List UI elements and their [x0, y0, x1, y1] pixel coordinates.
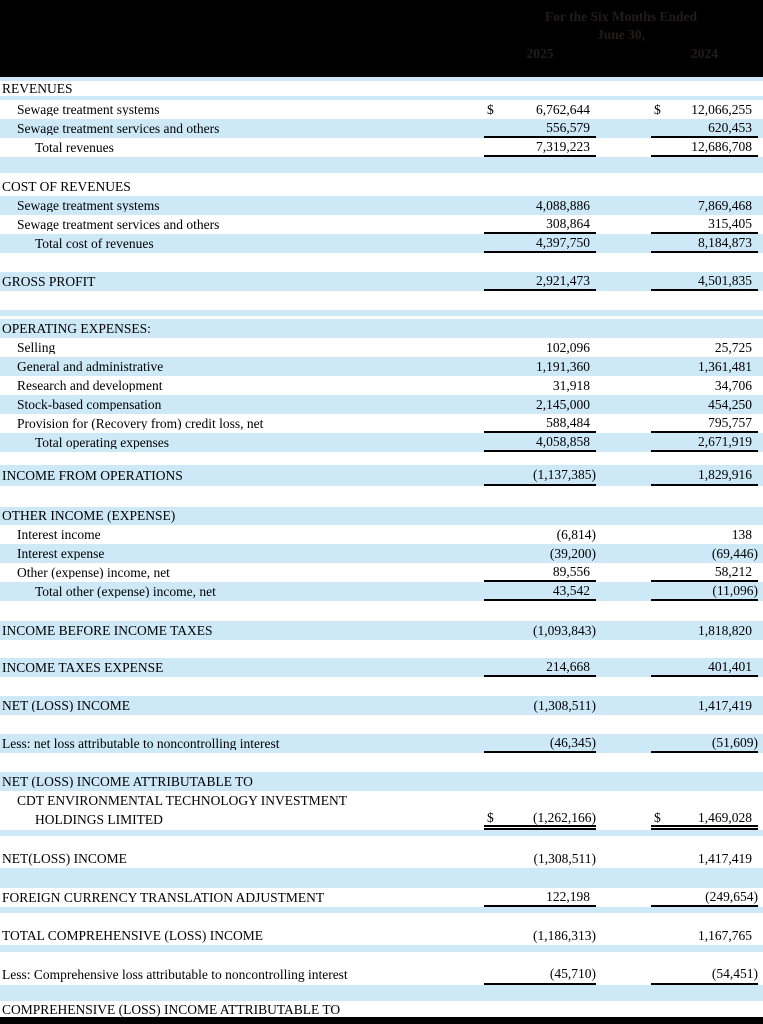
spacer-row [0, 952, 763, 965]
value-text: 4,058,858 [536, 433, 590, 449]
value-text: (6,814) [556, 526, 596, 542]
value-2025 [484, 234, 596, 253]
table-row [0, 734, 763, 753]
value-text: (1,137,385) [533, 466, 596, 482]
value-text: 122,198 [546, 888, 590, 904]
value-text: 1,417,419 [698, 697, 752, 713]
value-text: 6,762,644 [536, 101, 590, 117]
dollar-sign: $ [654, 101, 661, 117]
value-2024 [651, 138, 758, 157]
value-2025 [484, 119, 596, 138]
row-label: Total operating expenses [35, 435, 170, 450]
value-2025 [484, 621, 596, 640]
spacer-row [0, 291, 763, 310]
value-2024 [651, 696, 758, 715]
spacer-row [0, 452, 763, 465]
value-2024 [651, 465, 758, 486]
value-2024 [651, 196, 758, 215]
header-year-2024: 2024 [691, 46, 718, 61]
row-label: Total other (expense) income, net [35, 584, 216, 599]
value-2024 [651, 338, 758, 357]
value-text: (39,200) [549, 545, 596, 561]
income-statement-table [0, 77, 763, 1017]
table-row [0, 338, 763, 357]
value-2024 [651, 888, 758, 907]
value-2025 [484, 965, 596, 985]
table-row [0, 357, 763, 376]
table-row [0, 433, 763, 452]
value-2025 [484, 658, 596, 677]
value-2025 [484, 433, 596, 452]
row-label: Other (expense) income, net [17, 565, 170, 580]
value-2025 [484, 544, 596, 563]
value-2025 [484, 810, 596, 830]
value-text: 1,829,916 [698, 466, 752, 482]
value-text: 34,706 [714, 377, 752, 393]
value-text: (1,308,511) [533, 697, 596, 713]
table-row [0, 791, 763, 810]
value-2025 [484, 338, 596, 357]
table-row [0, 196, 763, 215]
header-years [484, 46, 758, 62]
value-2024 [651, 234, 758, 253]
value-2025 [484, 734, 596, 753]
row-label: Sewage treatment services and others [17, 121, 220, 136]
table-row [0, 319, 763, 338]
value-text: 2,671,919 [698, 433, 752, 449]
spacer-row [0, 640, 763, 658]
value-text: 102,096 [546, 339, 590, 355]
value-text: 1,361,481 [698, 358, 752, 374]
spacer-row [0, 157, 763, 173]
table-row [0, 138, 763, 157]
row-label: COMPREHENSIVE (LOSS) INCOME ATTRIBUTABLE TO [2, 1003, 341, 1017]
value-text: 2,921,473 [536, 272, 590, 288]
value-2024 [651, 525, 758, 544]
value-text: 12,686,708 [691, 138, 752, 154]
row-label: Less: Comprehensive loss attributable to noncontrolling interest [2, 968, 348, 982]
table-row [0, 100, 763, 119]
value-text: (11,096) [712, 582, 758, 598]
row-label: GROSS PROFIT [2, 274, 96, 289]
spacer-row [0, 253, 763, 272]
value-text: 1,191,360 [536, 358, 590, 374]
value-2025 [484, 465, 596, 486]
value-text: 12,066,255 [691, 101, 752, 117]
row-label: INCOME TAXES EXPENSE [2, 660, 164, 675]
table-row [0, 177, 763, 196]
value-text: (1,262,166) [533, 809, 596, 825]
value-text: 138 [731, 526, 752, 542]
value-2025 [484, 138, 596, 157]
table-row [0, 272, 763, 291]
value-2024 [651, 734, 758, 753]
table-row [0, 658, 763, 677]
value-2024 [651, 658, 758, 677]
spacer-row [0, 945, 763, 952]
spacer-row [0, 715, 763, 734]
value-2025 [484, 376, 596, 395]
value-2025 [484, 888, 596, 907]
value-text: 308,864 [546, 215, 590, 231]
row-label: TOTAL COMPREHENSIVE (LOSS) INCOME [2, 929, 264, 943]
table-row [0, 376, 763, 395]
row-label: Sewage treatment systems [17, 198, 160, 213]
table-row [0, 414, 763, 433]
row-label: Interest income [17, 527, 101, 542]
row-label: Stock-based compensation [17, 397, 162, 412]
value-text: 89,556 [552, 563, 590, 579]
value-2024 [651, 544, 758, 563]
row-label: Research and development [17, 378, 163, 393]
value-text: (249,654) [705, 888, 758, 904]
value-text: 1,818,820 [698, 622, 752, 638]
header-period-line2: June 30, [596, 27, 645, 42]
value-2025 [484, 414, 596, 433]
table-row [0, 563, 763, 582]
row-label: Total revenues [35, 140, 114, 155]
value-2024 [651, 119, 758, 138]
spacer-row [0, 486, 763, 507]
value-2024 [651, 850, 758, 868]
value-2024 [651, 215, 758, 234]
value-text: 7,319,223 [536, 138, 590, 154]
row-label: OTHER INCOME (EXPENSE) [2, 509, 176, 523]
value-2024 [651, 810, 758, 830]
value-text: 8,184,873 [698, 234, 752, 250]
row-label: Interest expense [17, 546, 105, 561]
value-text: (51,609) [711, 734, 758, 750]
value-text: 4,501,835 [698, 272, 752, 288]
table-row [0, 582, 763, 601]
row-label: INCOME FROM OPERATIONS [2, 468, 183, 483]
dollar-sign: $ [487, 101, 494, 117]
spacer-row [0, 753, 763, 772]
value-2024 [651, 414, 758, 433]
value-2025 [484, 100, 596, 119]
footer-bar [0, 1017, 763, 1024]
value-2025 [484, 196, 596, 215]
table-row [0, 965, 763, 985]
spacer-row [0, 868, 763, 888]
value-2024 [651, 376, 758, 395]
value-2025 [484, 525, 596, 544]
table-row [0, 621, 763, 640]
value-text: (46,345) [549, 734, 596, 750]
value-text: 454,250 [708, 396, 752, 412]
spacer-row [0, 913, 763, 927]
table-row [0, 81, 763, 96]
row-label: COST OF REVENUES [2, 179, 131, 194]
header-period-line1: For the Six Months Ended [544, 9, 698, 24]
value-2024 [651, 100, 758, 119]
header-period [484, 8, 758, 44]
table-row [0, 544, 763, 563]
row-label: General and administrative [17, 359, 164, 374]
row-label: FOREIGN CURRENCY TRANSLATION ADJUSTMENT [2, 890, 325, 905]
table-row [0, 772, 763, 791]
table-row [0, 507, 763, 525]
value-text: (1,308,511) [533, 851, 596, 867]
row-label: NET(LOSS) INCOME [2, 852, 127, 866]
value-2025 [484, 357, 596, 376]
value-text: 43,542 [552, 582, 590, 598]
value-text: (69,446) [711, 545, 758, 561]
table-row [0, 215, 763, 234]
value-2024 [651, 621, 758, 640]
value-2025 [484, 215, 596, 234]
table-row [0, 119, 763, 138]
table-row [0, 850, 763, 868]
row-label: INCOME BEFORE INCOME TAXES [2, 623, 213, 638]
value-2024 [651, 563, 758, 582]
value-2024 [651, 433, 758, 452]
value-text: 1,167,765 [698, 928, 752, 944]
spacer-row [0, 601, 763, 621]
value-2024 [651, 927, 758, 945]
value-2024 [651, 357, 758, 376]
value-text: 1,469,028 [698, 809, 752, 825]
value-2025 [484, 850, 596, 868]
table-header [0, 0, 763, 77]
table-row [0, 696, 763, 715]
row-label: HOLDINGS LIMITED [35, 813, 163, 827]
row-label: NET (LOSS) INCOME [2, 698, 130, 713]
spacer-row [0, 836, 763, 850]
row-label: REVENUES [2, 81, 73, 96]
dollar-sign: $ [654, 809, 661, 825]
row-label: Sewage treatment systems [17, 102, 160, 117]
value-text: 31,918 [552, 377, 590, 393]
value-2025 [484, 582, 596, 601]
value-2025 [484, 563, 596, 582]
row-label: NET (LOSS) INCOME ATTRIBUTABLE TO [2, 774, 253, 789]
table-row [0, 888, 763, 907]
value-text: (54,451) [711, 966, 758, 982]
row-label: Less: net loss attributable to noncontrolling interest [2, 736, 280, 751]
value-text: 214,668 [546, 658, 590, 674]
value-2024 [651, 395, 758, 414]
value-text: 588,484 [546, 414, 590, 430]
value-2024 [651, 272, 758, 291]
table-row [0, 1003, 763, 1017]
table-row [0, 810, 763, 830]
value-2025 [484, 272, 596, 291]
value-text: 4,088,886 [536, 197, 590, 213]
value-text: 7,869,468 [698, 197, 752, 213]
value-text: 4,397,750 [536, 234, 590, 250]
value-2025 [484, 395, 596, 414]
row-label: Total cost of revenues [35, 236, 154, 251]
header-year-2025: 2025 [526, 46, 554, 61]
value-text: 401,401 [708, 658, 752, 674]
value-2025 [484, 927, 596, 945]
value-text: 556,579 [546, 119, 590, 135]
table-row [0, 465, 763, 486]
value-text: (45,710) [549, 966, 596, 982]
row-label: Selling [17, 340, 56, 355]
value-text: 2,145,000 [536, 396, 590, 412]
value-text: 315,405 [708, 215, 752, 231]
row-label: Sewage treatment services and others [17, 217, 220, 232]
value-text: (1,093,843) [533, 622, 596, 638]
value-2024 [651, 582, 758, 601]
row-label: CDT ENVIRONMENTAL TECHNOLOGY INVESTMENT [17, 793, 348, 808]
row-label: Provision for (Recovery from) credit loss, net [17, 416, 264, 431]
value-2024 [651, 965, 758, 985]
value-text: 795,757 [708, 414, 752, 430]
row-label: OPERATING EXPENSES: [2, 321, 151, 336]
spacer-row [0, 677, 763, 696]
table-row [0, 234, 763, 253]
dollar-sign: $ [487, 809, 494, 825]
value-text: 620,453 [708, 119, 752, 135]
table-row [0, 927, 763, 945]
value-text: 58,212 [714, 563, 752, 579]
table-row [0, 395, 763, 414]
table-row [0, 525, 763, 544]
value-text: 1,417,419 [698, 851, 752, 867]
value-text: (1,186,313) [533, 928, 596, 944]
value-2025 [484, 696, 596, 715]
value-text: 25,725 [714, 339, 752, 355]
spacer-row [0, 985, 763, 1001]
